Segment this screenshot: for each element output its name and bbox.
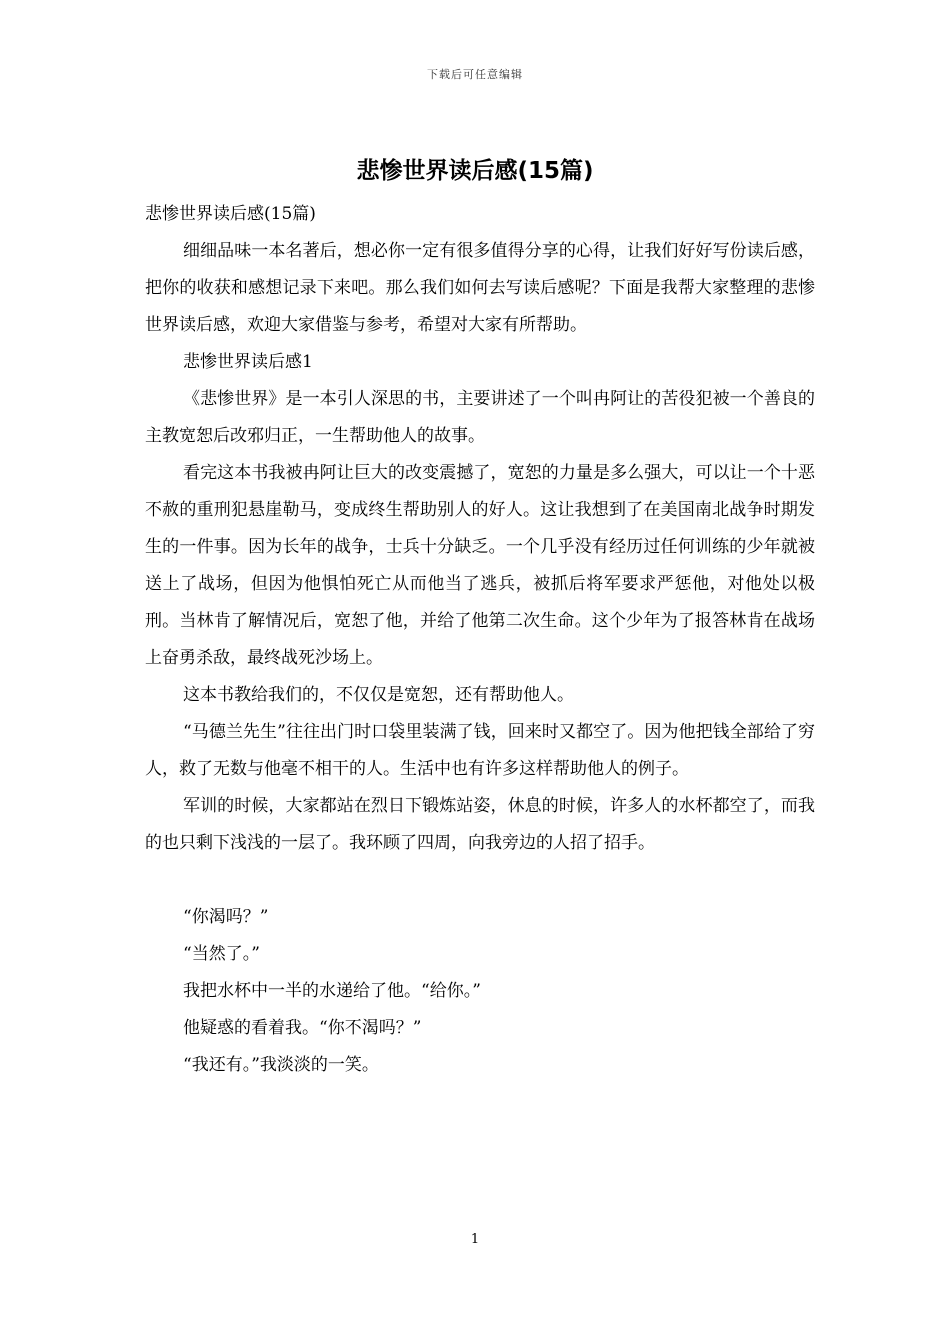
dialogue-line: 他疑惑的看着我。“你不渴吗？” [183, 1018, 422, 1038]
intro-paragraph: 细细品味一本名著后，想必你一定有很多值得分享的心得，让我们好好写份读后感，把你的收获和感想记录下来吧。那么我们如何去写读后感呢？下面是我帮大家整理的悲惨世界读后感，欢迎大家借鉴与参考，希望对大家有所帮助。 [145, 241, 815, 335]
body-paragraph: “马德兰先生”往往出门时口袋里装满了钱，回来时又都空了。因为他把钱全部给了穷人，救了无数与他毫不相干的人。生活中也有许多这样帮助他人的例子。 [145, 722, 815, 779]
dialogue-line: “当然了。” [183, 944, 260, 964]
section-heading: 悲惨世界读后感1 [183, 352, 313, 372]
page-title: 悲惨世界读后感(15篇) [356, 158, 594, 184]
dialogue-line: “我还有。”我淡淡的一笑。 [183, 1055, 379, 1075]
header-note: 下载后可任意编辑 [427, 68, 523, 81]
body-paragraph: 这本书教给我们的，不仅仅是宽恕，还有帮助他人。 [183, 685, 574, 705]
dialogue-line: “你渴吗？” [183, 907, 269, 927]
document-body [145, 196, 815, 1084]
body-paragraph: 看完这本书我被冉阿让巨大的改变震撼了，宽恕的力量是多么强大，可以让一个十恶不赦的重刑犯悬崖勒马，变成终生帮助别人的好人。这让我想到了在美国南北战争时期发生的一件事。因为长年的战争，士兵十分缺乏。一个几乎没有经历过任何训练的少年就被送上了战场，但因为他惧怕死亡从而他当了逃兵，被抓后将军要求严惩他，对他处以极刑。当林肯了解情况后，宽恕了他，并给了他第二次生命。这个少年为了报答林肯在战场上奋勇杀敌，最终战死沙场上。 [145, 463, 815, 668]
dialogue-line: 我把水杯中一半的水递给了他。“给你。” [183, 981, 481, 1001]
subtitle-paragraph: 悲惨世界读后感(15篇) [145, 204, 316, 224]
body-paragraph: 《悲惨世界》是一本引人深思的书，主要讲述了一个叫冉阿让的苦役犯被一个善良的主教宽恕后改邪归正，一生帮助他人的故事。 [145, 389, 815, 446]
body-paragraph: 军训的时候，大家都站在烈日下锻炼站姿，休息的时候，许多人的水杯都空了，而我的也只剩下浅浅的一层了。我环顾了四周，向我旁边的人招了招手。 [145, 796, 815, 853]
page-number: 1 [470, 1232, 480, 1247]
